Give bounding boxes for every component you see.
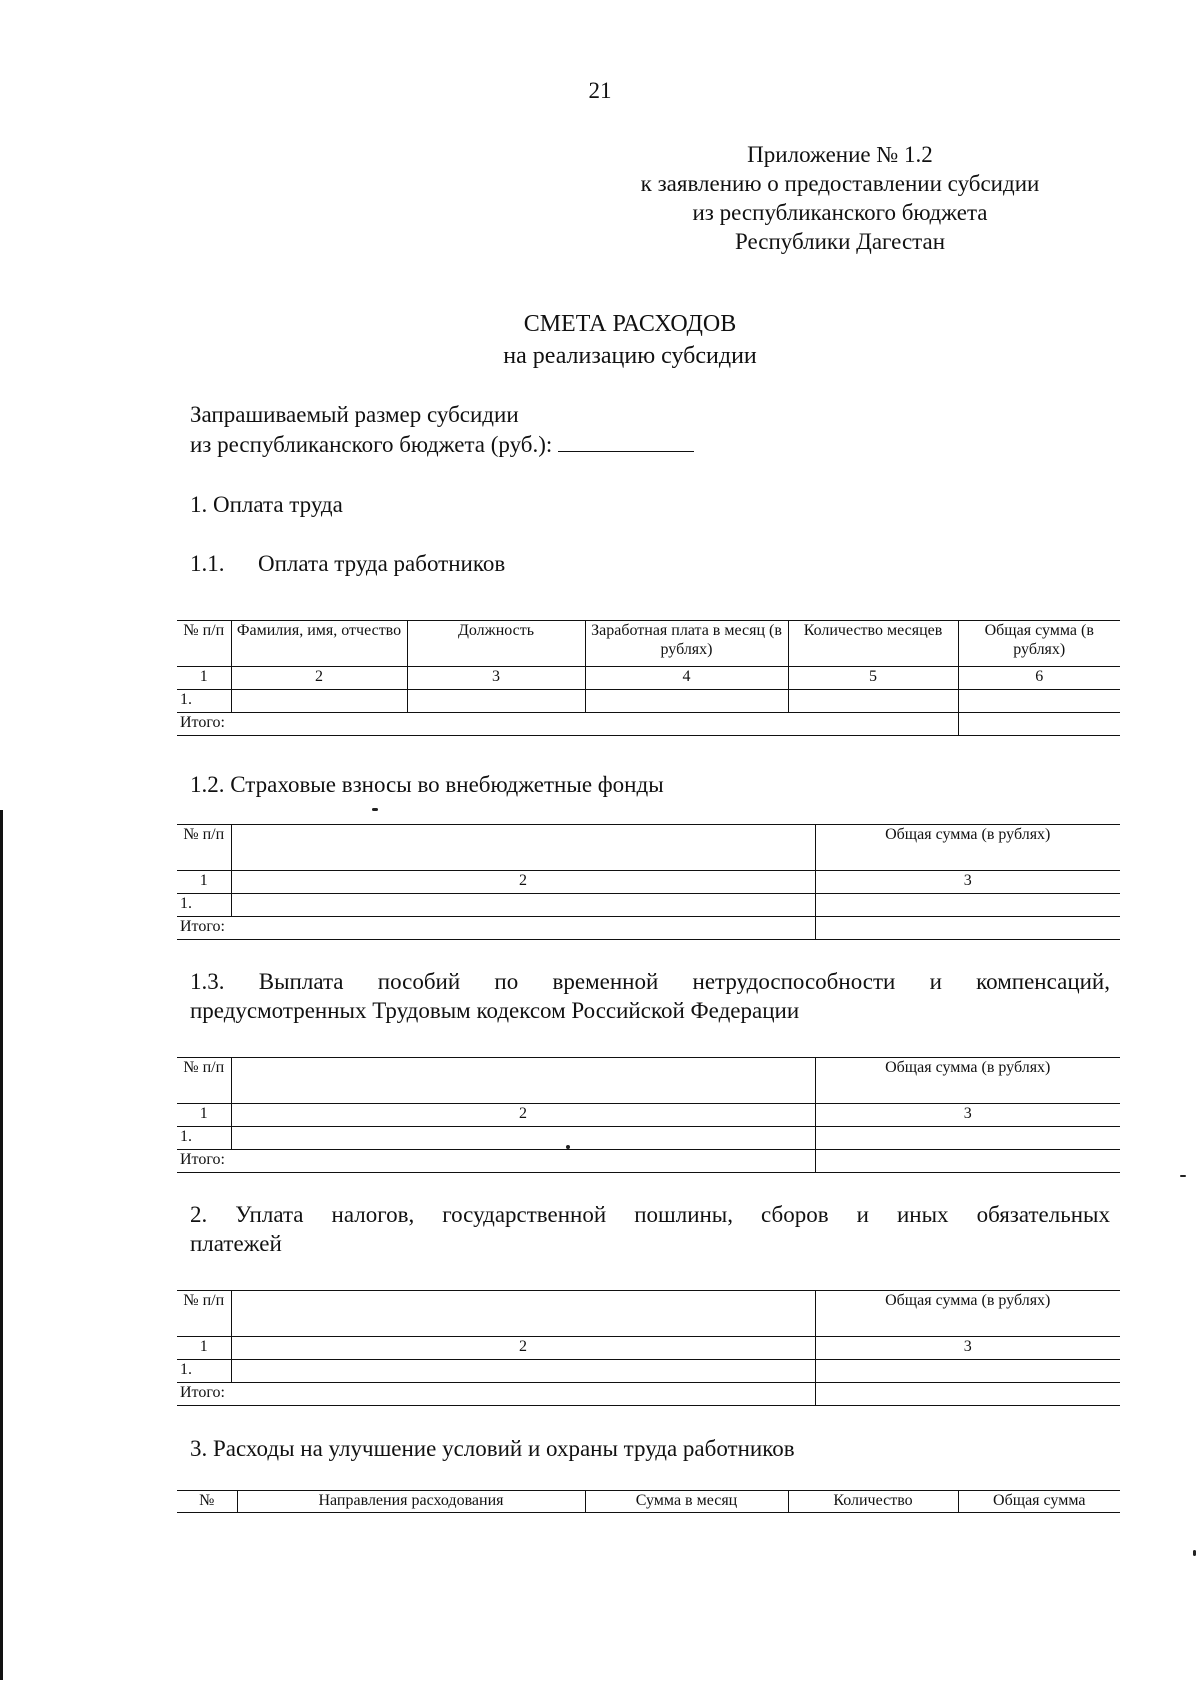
t2-total-label: Итого:: [177, 1383, 815, 1406]
section-1-1-title: Оплата труда работников: [258, 551, 506, 576]
section-2-line-1: 2. Уплата налогов, государственной пошлины, сборов и иных обязательных: [190, 1202, 1110, 1227]
t13-total-label: Итого:: [177, 1150, 815, 1173]
table-1-2: [177, 824, 1120, 940]
t11-num-2: 2: [231, 667, 407, 690]
t11-row-1-name[interactable]: [231, 690, 407, 713]
t12-num-1: 1: [177, 871, 231, 894]
appendix-line-2: к заявлению о предоставлении субсидии: [640, 171, 1040, 196]
t11-row-1-position[interactable]: [407, 690, 585, 713]
t11-header-total: Общая сумма (в рублях): [958, 621, 1120, 667]
t11-num-1: 1: [177, 667, 231, 690]
section-2-line-2: платежей: [190, 1231, 282, 1256]
t3-header-no: №: [177, 1491, 237, 1513]
t11-header-salary: Заработная плата в месяц (в рублях): [585, 621, 788, 667]
t11-num-3: 3: [407, 667, 585, 690]
t13-row-1-desc[interactable]: [231, 1127, 815, 1150]
scan-speck: [1193, 1550, 1196, 1556]
t11-row-1-months[interactable]: [788, 690, 958, 713]
t12-header-desc: [231, 825, 815, 871]
t13-header-no: № п/п: [177, 1058, 231, 1104]
title-main: СМЕТА РАСХОДОВ: [523, 311, 737, 337]
t13-num-2: 2: [231, 1104, 815, 1127]
t11-header-position: Должность: [407, 621, 585, 667]
t2-num-3: 3: [815, 1337, 1120, 1360]
scan-speck: [566, 1145, 570, 1149]
t11-header-no: № п/п: [177, 621, 231, 667]
appendix-block: [600, 140, 1080, 256]
section-3-heading: 3. Расходы на улучшение условий и охраны труда работников: [190, 1436, 795, 1461]
t2-num-2: 2: [231, 1337, 815, 1360]
t13-total-value[interactable]: [815, 1150, 1120, 1173]
t2-header-no: № п/п: [177, 1291, 231, 1337]
t13-num-3: 3: [815, 1104, 1120, 1127]
scan-speck: [372, 808, 378, 811]
t12-header-total: Общая сумма (в рублях): [815, 825, 1120, 871]
table-2: [177, 1290, 1120, 1406]
table-3: [177, 1490, 1120, 1513]
table-1-1: [177, 620, 1120, 736]
section-1-1-number: 1.1.: [190, 551, 225, 576]
section-1-heading: 1. Оплата труда: [190, 492, 343, 517]
section-1-2-title: 1.2. Страховые взносы во внебюджетные фонды: [190, 772, 664, 797]
t2-num-1: 1: [177, 1337, 231, 1360]
t2-header-total: Общая сумма (в рублях): [815, 1291, 1120, 1337]
t13-row-1-no: 1.: [177, 1127, 231, 1150]
t11-total-value[interactable]: [958, 713, 1120, 736]
appendix-line-4: Республики Дагестан: [735, 229, 945, 254]
t2-row-1-no: 1.: [177, 1360, 231, 1383]
appendix-line-3: из республиканского бюджета: [692, 200, 988, 225]
appendix-line-1: Приложение № 1.2: [747, 142, 933, 167]
t12-row-1-total[interactable]: [815, 894, 1120, 917]
t2-header-desc: [231, 1291, 815, 1337]
t12-num-3: 3: [815, 871, 1120, 894]
t12-row-1-desc[interactable]: [231, 894, 815, 917]
section-1-3-line-1: 1.3. Выплата пособий по временной нетрудоспособности и компенсаций,: [190, 969, 1110, 994]
section-1-3-line-2: предусмотренных Трудовым кодексом Российской Федерации: [190, 998, 800, 1023]
t13-header-total: Общая сумма (в рублях): [815, 1058, 1120, 1104]
t3-header-total: Общая сумма: [958, 1491, 1120, 1513]
t11-header-name: Фамилия, имя, отчество: [231, 621, 407, 667]
t2-row-1-total[interactable]: [815, 1360, 1120, 1383]
t13-row-1-total[interactable]: [815, 1127, 1120, 1150]
t3-header-quantity: Количество: [788, 1491, 958, 1513]
t3-header-monthly: Сумма в месяц: [585, 1491, 788, 1513]
t11-row-1-total[interactable]: [958, 690, 1120, 713]
document-title: [0, 308, 1200, 372]
t11-num-5: 5: [788, 667, 958, 690]
t2-row-1-desc[interactable]: [231, 1360, 815, 1383]
scan-speck: [1180, 1175, 1186, 1177]
requested-amount: [190, 400, 694, 459]
title-sub: на реализацию субсидии: [503, 343, 757, 369]
t12-total-label: Итого:: [177, 917, 815, 940]
requested-line-1: Запрашиваемый размер субсидии: [190, 402, 519, 427]
t13-header-desc: [231, 1058, 815, 1104]
t12-header-no: № п/п: [177, 825, 231, 871]
t11-row-1-salary[interactable]: [585, 690, 788, 713]
t11-row-1-no: 1.: [177, 690, 231, 713]
t11-total-label: Итого:: [177, 713, 958, 736]
t11-header-months: Количество месяцев: [788, 621, 958, 667]
t13-num-1: 1: [177, 1104, 231, 1127]
t12-total-value[interactable]: [815, 917, 1120, 940]
requested-line-2: [190, 429, 694, 459]
page-number: 21: [588, 78, 612, 103]
scan-edge-line: [0, 810, 3, 1680]
t2-total-value[interactable]: [815, 1383, 1120, 1406]
t12-row-1-no: 1.: [177, 894, 231, 917]
t11-num-6: 6: [958, 667, 1120, 690]
t11-num-4: 4: [585, 667, 788, 690]
requested-line-2-text: из республиканского бюджета (руб.):: [190, 432, 553, 457]
t12-num-2: 2: [231, 871, 815, 894]
table-1-3: [177, 1057, 1120, 1173]
t3-header-direction: Направления расходования: [237, 1491, 585, 1513]
requested-amount-field[interactable]: [558, 429, 694, 452]
